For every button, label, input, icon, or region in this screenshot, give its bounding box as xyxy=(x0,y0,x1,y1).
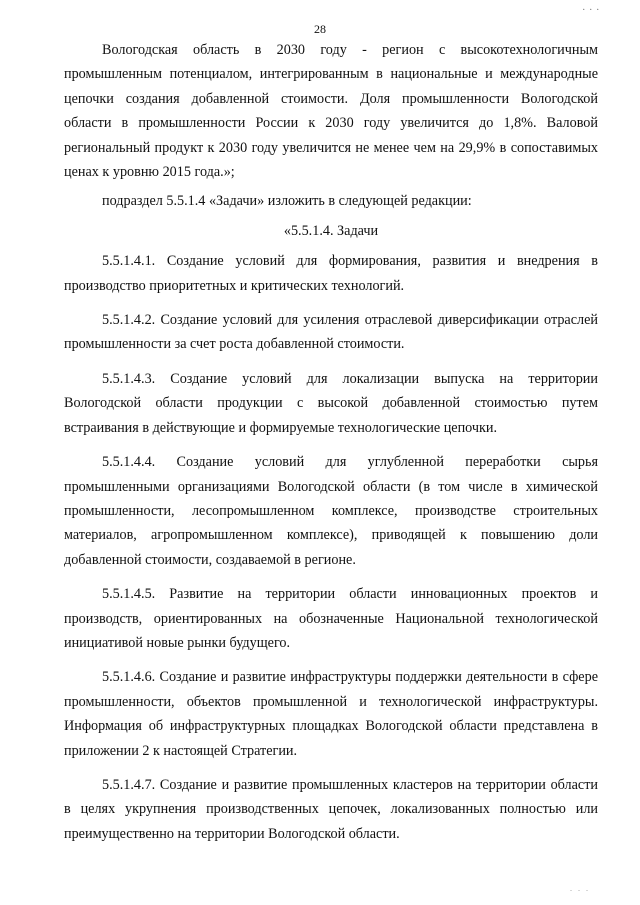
task-item-3: 5.5.1.4.3. Создание условий для локализации выпуска на территории Вологодской области продукции с высокой добавленной стоимостью путем встраивания в действующие и формируемые технологические цепочки. xyxy=(64,370,598,436)
task-item-2: 5.5.1.4.2. Создание условий для усиления отраслевой диверсификации отраслей промышленности за счет роста добавленной стоимости. xyxy=(64,312,598,353)
scan-artifact-top: . . . xyxy=(582,2,600,13)
section-heading: «5.5.1.4. Задачи xyxy=(283,222,379,239)
vision-paragraph: Вологодская область в 2030 году - регион с высокотехнологичным промышленным потенциалом, интегрированным в национальные и международные цепочки создания добавленной стоимости. Доля промышленности Вологодской области в промышленности России к 2030 году увеличится до 1,8%. Валовой региональный продукт к 2030 году увеличится не менее чем на 29,9% в сопоставимых ценах к уровню 2015 года.»; xyxy=(64,42,598,181)
task-item-7: 5.5.1.4.7. Создание и развитие промышленных кластеров на территории области в целях укрупнения производственных цепочек, локализованных полностью или преимущественно на территории Вологодской области. xyxy=(64,776,598,842)
page-number: 28 xyxy=(314,22,326,36)
amendment-instruction: подраздел 5.5.1.4 «Задачи» изложить в следующей редакции: xyxy=(102,193,472,210)
task-item-5: 5.5.1.4.5. Развитие на территории области инновационных проектов и производств, ориентированных на обозначенные Национальной технологической инициативой новые рынки будущего. xyxy=(64,586,598,651)
task-item-6: 5.5.1.4.6. Создание и развитие инфраструктуры поддержки деятельности в сфере промышленности, объектов промышленной и технологической инфраструктуры. Информация об инфраструктурных площадках Вологодской области представлена в приложении 2 к настоящей Стратегии. xyxy=(64,669,598,759)
task-item-4: 5.5.1.4.4. Создание условий для углубленной переработки сырья промышленными организациями Вологодской области (в том числе в химической промышленности, лесопромышленном комплексе, производстве строительных материалов, агропромышленном комплексе), приводящей к повышению доли добавленной стоимости, создаваемой в регионе. xyxy=(64,454,598,568)
scan-artifact-bottom: . . . xyxy=(570,883,590,893)
document-body xyxy=(64,38,598,856)
task-item-1: 5.5.1.4.1. Создание условий для формирования, развития и внедрения в производство приоритетных и критических технологий. xyxy=(64,253,598,294)
